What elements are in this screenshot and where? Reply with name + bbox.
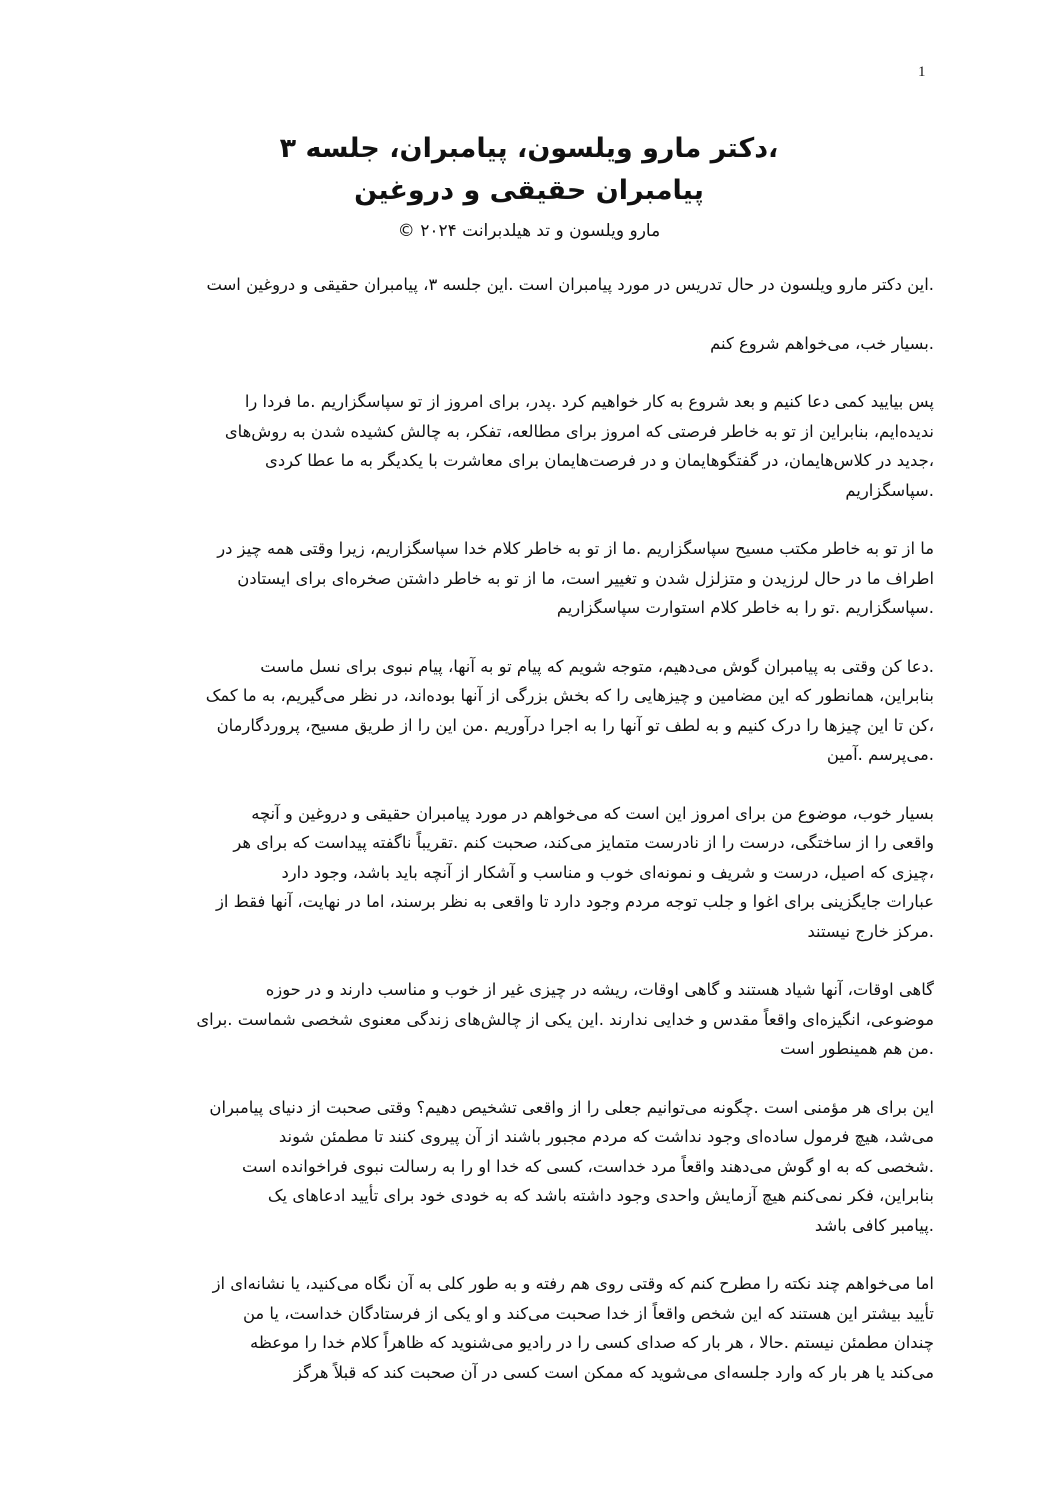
paragraph-believer: این برای هر مؤمنی است .چگونه می‌توانیم جعلی را از واقعی تشخیص دهیم؟ وقتی صحبت از دنیای پیامبران می‌شد، هیچ فرمول ساده‌ای وجود نداشت که مردم مجبور باشند از آن پیروی کنند تا مطمئن شوند .شخصی که به او گوش می‌دهند واقعاً مرد خداست، کسی که خدا او را به رسالت نبوی فراخوانده است بنابراین، فکر نمی‌کنم هیچ آزمایش واحدی وجود داشته باشد که به خودی خود برای تأیید ادعاهای یک .پیامبر کافی باشد (209, 1097, 934, 1235)
paragraph-intro: .این دکتر مارو ویلسون در حال تدریس در مورد پیامبران است .این جلسه ۳، پیامبران حقیقی و دروغین است (206, 275, 934, 294)
paragraph-points: اما می‌خواهم چند نکته را مطرح کنم که وقتی روی هم رفته و به طور کلی به آن نگاه می‌کنید، یا نشانه‌ای از تأیید بیشتر این هستند که این شخص واقعاً از خدا صحبت می‌کند و او یکی از فرستادگان خداست، یا من چندان مطمئن نیستم .حالا ، هر بار که صدای کسی را در رادیو می‌شنوید که ظاهراً کلام خدا را موعظه می‌کند یا هر بار که وارد جلسه‌ای می‌شوید که ممکن است کسی در آن صحبت کند که قبلاً هرگز (212, 1274, 934, 1382)
page-number: 1 (918, 64, 926, 80)
paragraph-start: .بسیار خب، می‌خواهم شروع کنم (710, 333, 934, 353)
copyright-line: مارو ویلسون و تد هیلدبرانت ۲۰۲۴ © (397, 221, 661, 241)
paragraph-topic: بسیار خوب، موضوع من برای امروز این است که می‌خواهم در مورد پیامبران حقیقی و دروغین و آنچه واقعی را از ساختگی، درست را از نادرست متمایز می‌کند، صحبت کنم .تقریباً ناگفته پیداست که برای هر ،چیزی که اصیل، درست و شریف و نمونه‌ای خوب و مناسب و آشکار از آنچه باید باشد، وجود دارد عبارات جایگزینی برای اغوا و جلب توجه مردم وجود دارد تا واقعی به نظر برسند، اما در نهایت، آنها فقط از .مرکز خارج نیستند (215, 803, 934, 941)
document-title-line-1: ،دکتر مارو ویلسون، پیامبران، جلسه ۳ (279, 133, 779, 164)
document-title-line-2: پیامبران حقیقی و دروغین (354, 175, 704, 206)
paragraph-prayer-3: .دعا کن وقتی به پیامبران گوش می‌دهیم، متوجه شویم که پیام تو به آنها، پیام نبوی برای نسل ماست بنابراین، همانطور که این مضامین و چیزهایی را که بخش بزرگی از آنها بوده‌اند، در نظر می‌گیریم، به ما کمک ،کن تا این چیزها را درک کنیم و به لطف تو آنها را به اجرا درآوریم .من این را از طریق مسیح، پروردگارمان .می‌پرسم .آمین (205, 656, 934, 764)
document-body (128, 270, 934, 1416)
document-header (100, 128, 958, 246)
paragraph-impostors: گاهی اوقات، آنها شیاد هستند و گاهی اوقات، ریشه در چیزی غیر از خوب و مناسب دارند و در حوزه موضوعی، انگیزه‌ای واقعاً مقدس و خدایی ندارند .این یکی از چالش‌های زندگی معنوی شخصی شماست .برای .من هم همینطور است (196, 980, 934, 1058)
paragraph-prayer-2: ما از تو به خاطر مکتب مسیح سپاسگزاریم .ما از تو به خاطر کلام خدا سپاسگزاریم، زیرا وقتی همه چیز در اطراف ما در حال لرزیدن و متزلزل شدن و تغییر است، ما از تو به خاطر داشتن صخره‌ای برای ایستادن .سپاسگزاریم .تو را به خاطر کلام استوارت سپاسگزاریم (217, 539, 934, 617)
paragraph-prayer-1: پس بیایید کمی دعا کنیم و بعد شروع به کار خواهیم کرد .پدر، برای امروز از تو سپاسگزاریم .ما فردا را ندیده‌ایم، بنابراین از تو به خاطر فرصتی که امروز برای مطالعه، تفکر، به چالش کشیده شدن به روش‌های ،جدید در کلاس‌هایمان، در گفتگوهایمان و در فرصت‌هایمان برای معاشرت با یکدیگر به ما عطا کردی .سپاسگزاریم (224, 392, 934, 500)
